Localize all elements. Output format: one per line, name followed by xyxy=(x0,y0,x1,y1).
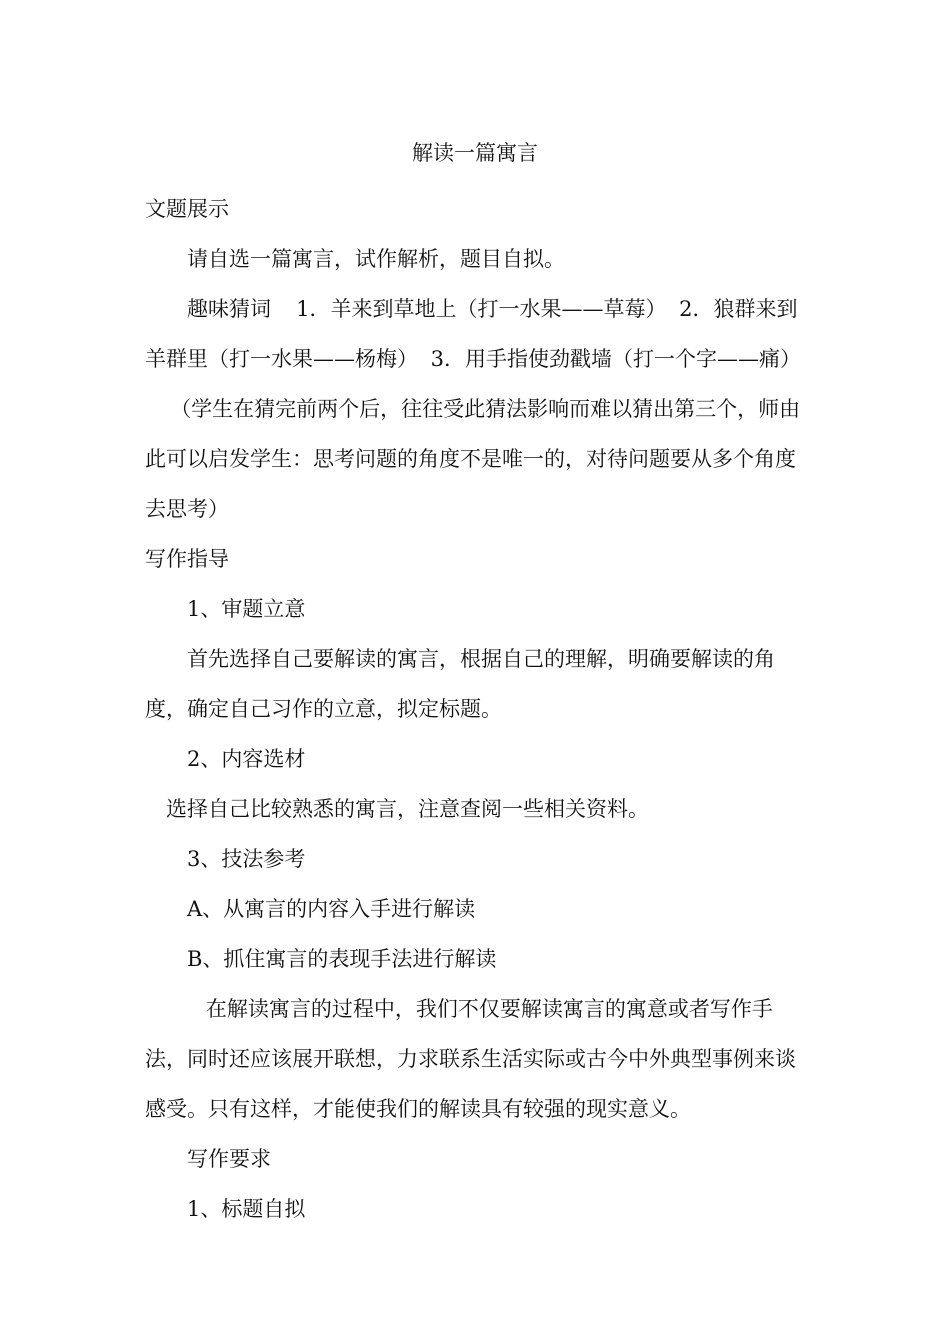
section-heading-requirements: 写作要求 xyxy=(187,1147,271,1171)
guide-3-item-a: A、从寓言的内容入手进行解读 xyxy=(187,897,476,921)
guide-1-heading: 1、审题立意 xyxy=(187,597,306,621)
riddle-paragraph xyxy=(145,284,807,534)
page-title: 解读一篇寓言 xyxy=(412,141,538,165)
requirement-1: 1、标题自拟 xyxy=(187,1197,306,1221)
guide-2-heading: 2、内容选材 xyxy=(187,747,306,771)
riddle-2: 2．狼群来到羊群里（打一水果——杨梅） xyxy=(145,297,798,371)
topic-paragraph: 请自选一篇寓言，试作解析，题目自拟。 xyxy=(187,247,565,271)
riddle-1: 1．羊来到草地上（打一水果——草莓） xyxy=(296,297,667,321)
riddle-3: 3．用手指使劲戳墙（打一个字——痛） xyxy=(430,347,801,371)
guide-1-paragraph: 首先选择自己要解读的寓言，根据自己的理解，明确要解读的角度，确定自己习作的立意，拟定标题。 xyxy=(145,647,775,721)
guide-3-item-b: B、抓住寓言的表现手法进行解读 xyxy=(187,947,497,971)
guide-3-heading: 3、技法参考 xyxy=(187,847,306,871)
riddle-intro: 趣味猜词 xyxy=(187,297,271,321)
guide-2-paragraph: 选择自己比较熟悉的寓言，注意查阅一些相关资料。 xyxy=(166,797,649,821)
document-body xyxy=(145,184,807,1234)
section-heading-guide: 写作指导 xyxy=(145,547,229,571)
guide-3-paragraph: 在解读寓言的过程中，我们不仅要解读寓言的寓意或者写作手法，同时还应该展开联想，力求联系生活实际或古今中外典型事例来谈感受。只有这样，才能使我们的解读具有较强的现实意义。 xyxy=(145,997,796,1121)
riddle-note: （学生在猜完前两个后，往往受此猜法影响而难以猜出第三个，师由此可以启发学生：思考问题的角度不是唯一的，对待问题要从多个角度去思考） xyxy=(145,397,801,521)
section-heading-topic: 文题展示 xyxy=(145,197,229,221)
